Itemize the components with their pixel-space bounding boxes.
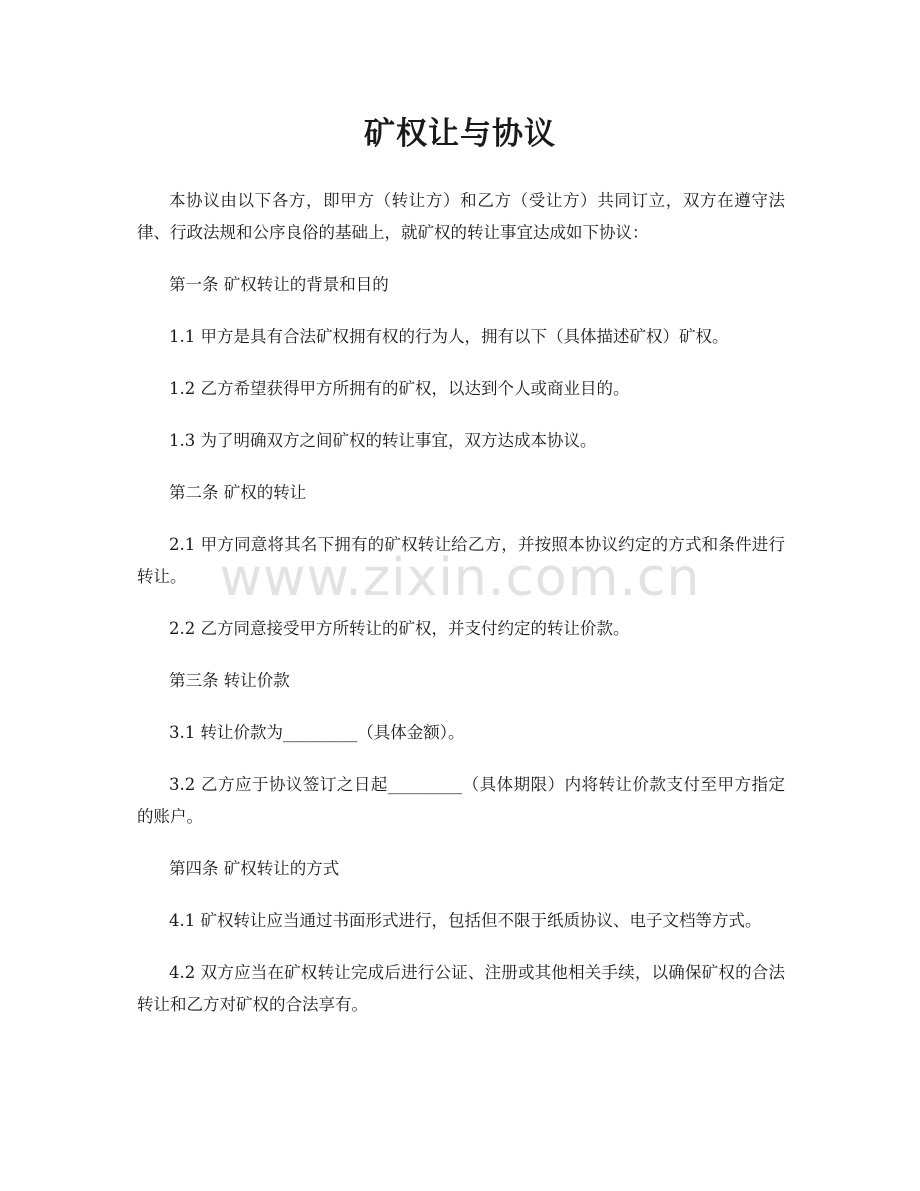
clause-4-1: 4.1 矿权转让应当通过书面形式进行，包括但不限于纸质协议、电子文档等方式。 xyxy=(169,911,762,930)
clause-1-3: 1.3 为了明确双方之间矿权的转让事宜，双方达成本协议。 xyxy=(169,431,597,450)
article-3-heading: 第三条 转让价款 xyxy=(169,671,290,690)
clause-1-1: 1.1 甲方是具有合法矿权拥有权的行为人，拥有以下（具体描述矿权）矿权。 xyxy=(169,327,729,346)
intro-paragraph: 本协议由以下各方，即甲方（转让方）和乙方（受让方）共同订立，双方在遵守法律、行政法规和公序良俗的基础上，就矿权的转让事宜达成如下协议： xyxy=(137,191,785,242)
document-title: 矿权让与协议 xyxy=(364,116,556,152)
clause-3-1: 3.1 转让价款为_________（具体金额）。 xyxy=(169,723,465,742)
clause-4-2: 4.2 双方应当在矿权转让完成后进行公证、注册或其他相关手续，以确保矿权的合法转让和乙方对矿权的合法享有。 xyxy=(137,963,785,1014)
article-2-heading: 第二条 矿权的转让 xyxy=(169,483,307,502)
clause-3-2: 3.2 乙方应于协议签订之日起_________（具体期限）内将转让价款支付至甲方指定的账户。 xyxy=(137,775,785,826)
article-4-heading: 第四条 矿权转让的方式 xyxy=(169,859,340,878)
watermark: www.zixin.com.cn xyxy=(219,548,701,608)
clause-2-2: 2.2 乙方同意接受甲方所转让的矿权，并支付约定的转让价款。 xyxy=(169,619,630,638)
clause-1-2: 1.2 乙方希望获得甲方所拥有的矿权，以达到个人或商业目的。 xyxy=(169,379,630,398)
clause-2-1: 2.1 甲方同意将其名下拥有的矿权转让给乙方，并按照本协议约定的方式和条件进行转让。 xyxy=(137,535,785,586)
document-body xyxy=(137,185,785,1041)
article-1-heading: 第一条 矿权转让的背景和目的 xyxy=(169,275,389,294)
